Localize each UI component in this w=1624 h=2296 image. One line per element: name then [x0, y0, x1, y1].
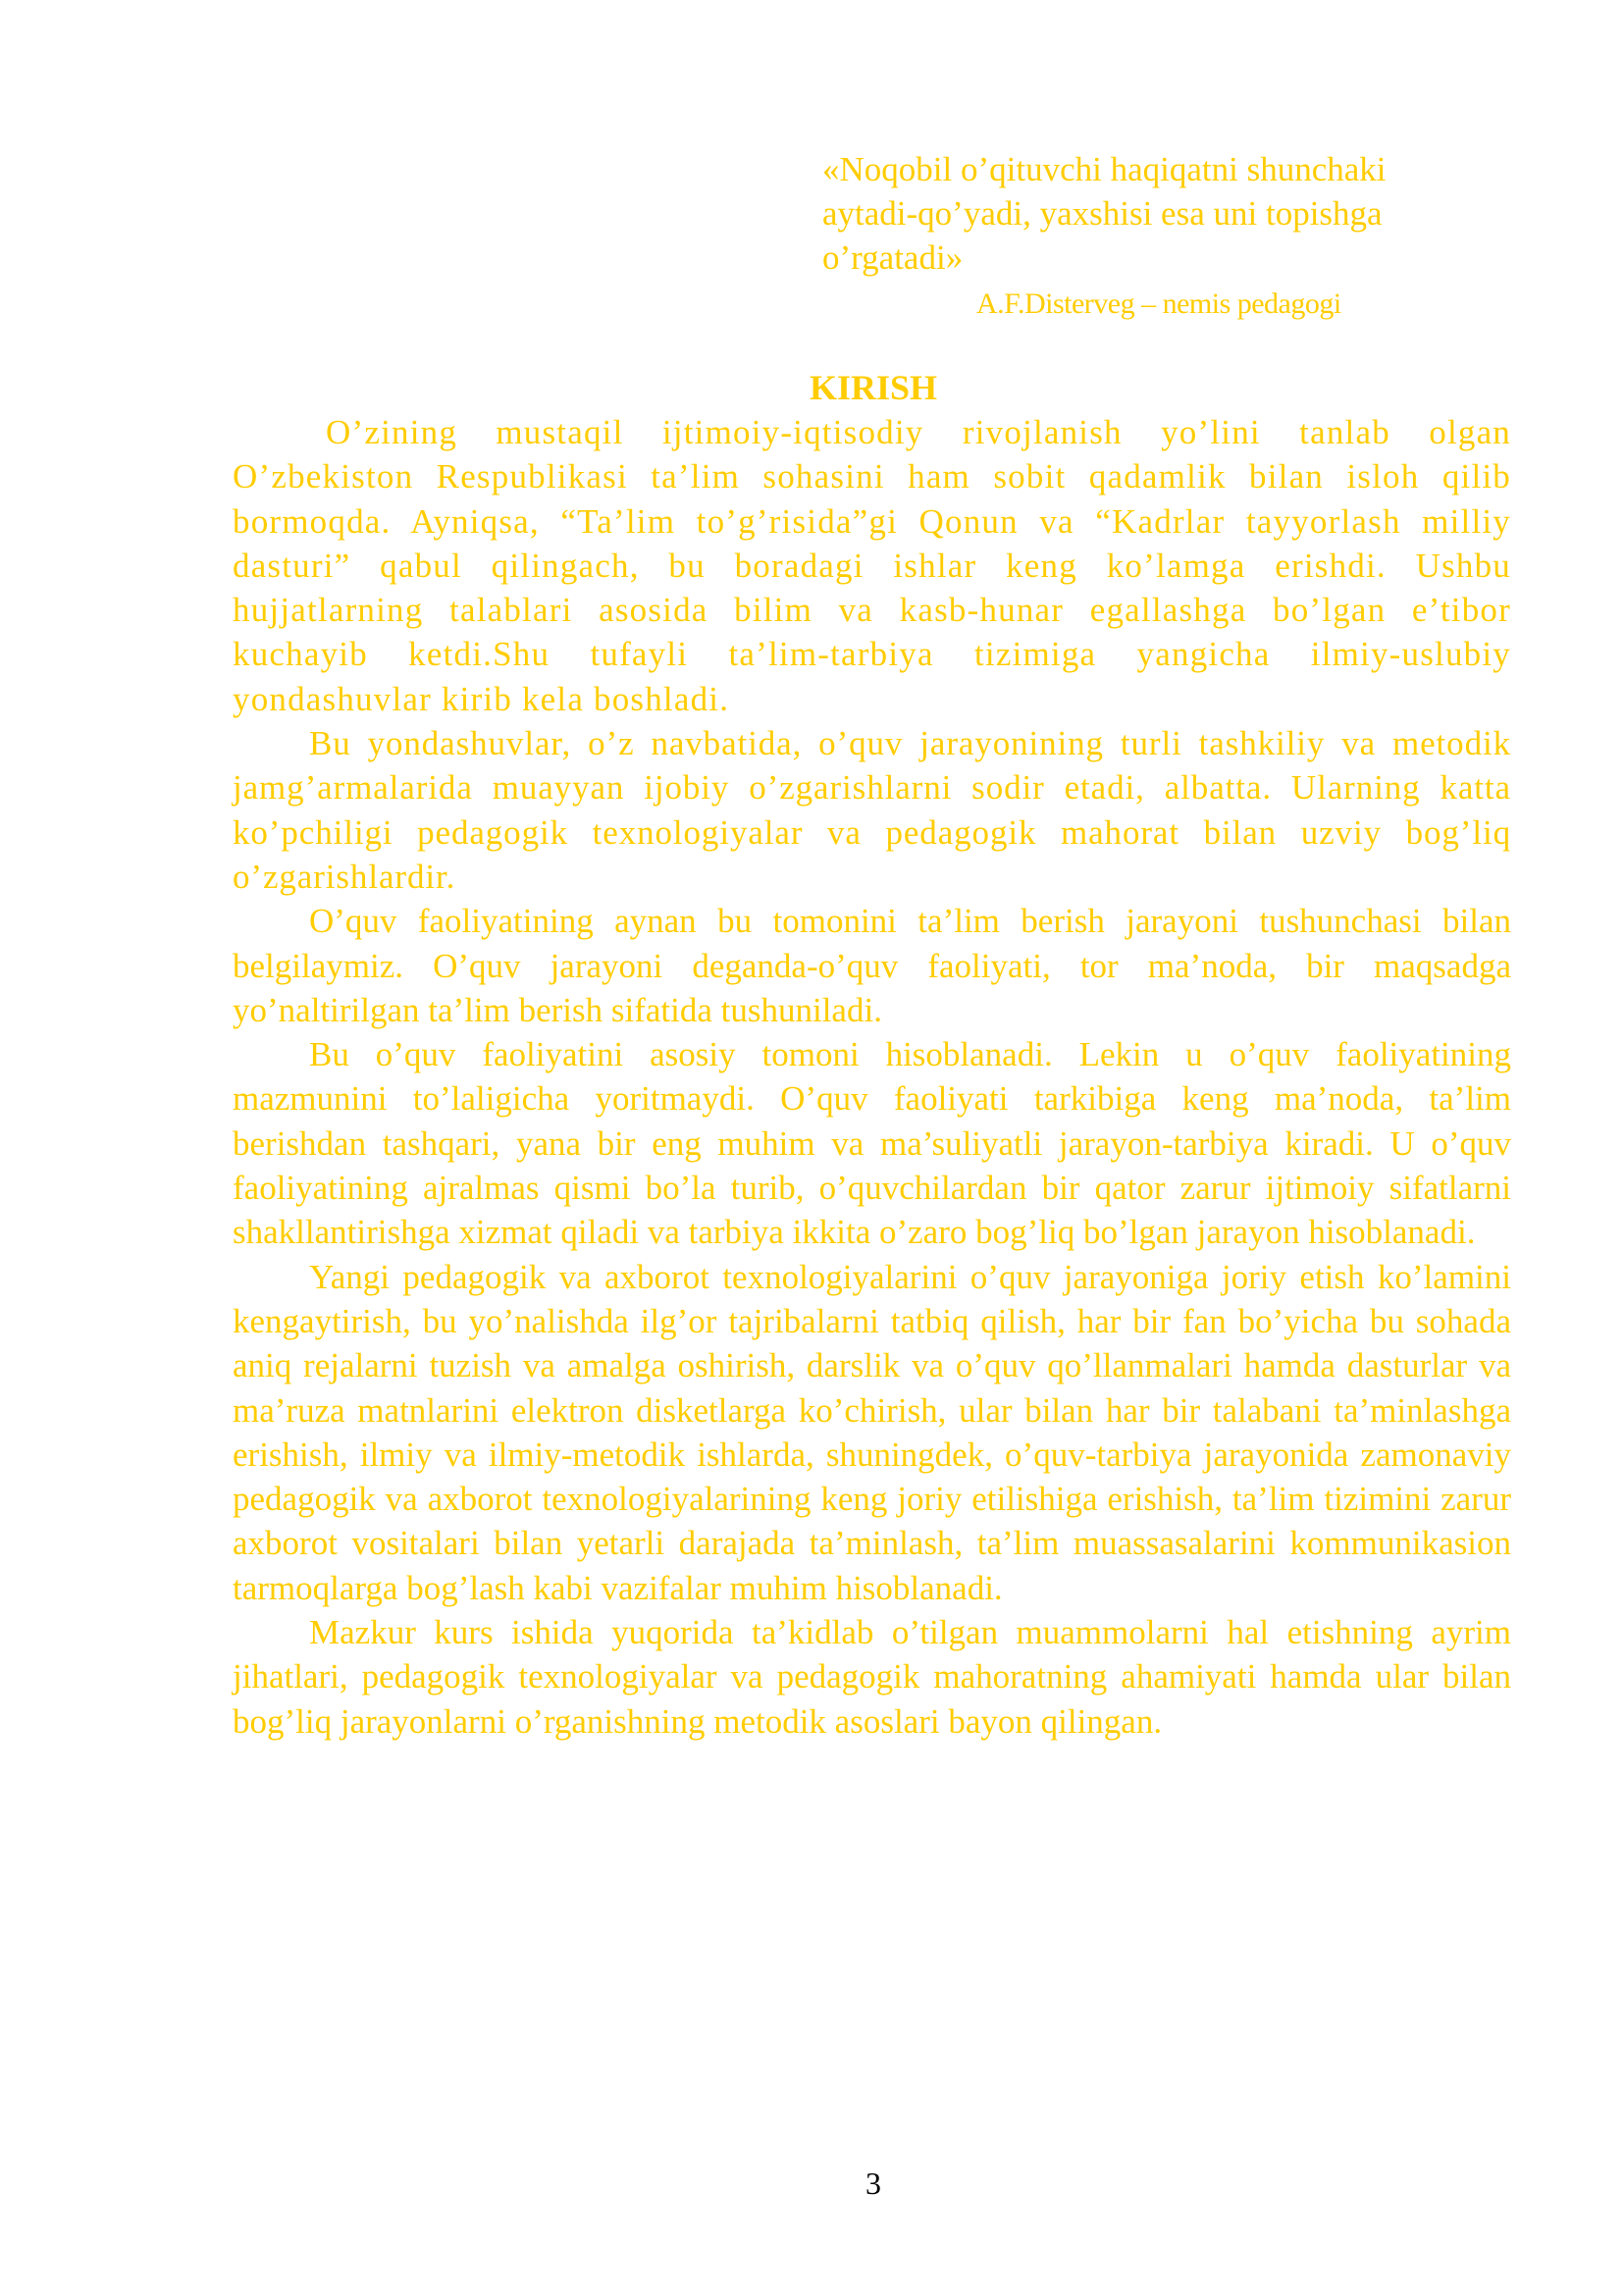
- paragraph: Mazkur kurs ishida yuqorida ta’kidlab o’tilgan muammolarni hal etishning ayrim jihatlari, pedagogik texnologiyalar va pedagogik mahoratning ahamiyati hamda ular bilan bog’liq jarayonlarni o’rganishning metodik asoslari bayon qilingan.: [233, 1613, 1511, 1741]
- paragraph: O’quv faoliyatining aynan bu tomonini ta’lim berish jarayoni tushunchasi bilan belgilaymiz. O’quv jarayoni deganda-o’quv faoliyati, tor ma’noda, bir maqsadga yo’naltirilgan ta’lim berish sifatida tushuniladi.: [233, 902, 1511, 1029]
- paragraph: Bu o’quv faoliyatini asosiy tomoni hisoblanadi. Lekin u o’quv faoliyatining mazmunini to’laligicha yoritmaydi. O’quv faoliyati tarkibiga keng ma’noda, ta’lim berishdan tashqari, yana bir eng muhim va ma’suliyatli jarayon-tarbiya kiradi. U o’quv faoliyatining ajralmas qismi bo’la turib, o’quvchilardan bir qator zarur ijtimoiy sifatlarni shakllantirishga xizmat qiladi va tarbiya ikkita o’zaro bog’liq bo’lgan jarayon hisoblanadi.: [233, 1035, 1511, 1252]
- page-number: 3: [865, 2166, 881, 2201]
- paragraph: O’zining mustaqil ijtimoiy-iqtisodiy rivojlanish yo’lini tanlab olgan O’zbekiston Respublikasi ta’lim sohasini ham sobit qadamlik bilan isloh qilib bormoqda. Ayniqsa, “Ta’lim to’g’risida”gi Qonun va “Kadrlar tayyorlash milliy dasturi” qabul qilingach, bu boradagi ishlar keng ko’lamga erishdi. Ushbu hujjatlarning talablari asosida bilim va kasb-hunar egallashga bo’lgan e’tibor kuchayib ketdi.Shu tufayli ta’lim-tarbiya tizimiga yangicha ilmiy-uslubiy yondashuvlar kirib kela boshladi.: [233, 413, 1511, 718]
- paragraph: Yangi pedagogik va axborot texnologiyalarini o’quv jarayoniga joriy etish ko’lamini kengaytirish, bu yo’nalishda ilg’or tajribalarni tatbiq qilish, har bir fan bo’yicha bu sohada aniq rejalarni tuzish va amalga oshirish, darslik va o’quv qo’llanmalari hamda dasturlar va ma’ruza matnlarini elektron disketlarga ko’chirish, ular bilan har bir talabani ta’minlashga erishish, ilmiy va ilmiy-metodik ishlarda, shuningdek, o’quv-tarbiya jarayonida zamonaviy pedagogik va axborot texnologiyalarining keng joriy etilishiga erishish, ta’lim tizimini zarur axborot vositalari bilan yetarli darajada ta’minlash, ta’lim muassasalarini kommunikasion tarmoqlarga bog’lash kabi vazifalar muhim hisoblanadi.: [233, 1257, 1511, 1607]
- epigraph-quote: «Noqobil o’qituvchi haqiqatni shunchaki aytadi-qo’yadi, yaxshisi esa uni topishga o’rgatadi»: [822, 150, 1387, 277]
- section-heading: KIRISH: [809, 368, 938, 407]
- epigraph-author: A.F.Disterveg – nemis pedagogi: [976, 287, 1341, 320]
- paragraph: Bu yondashuvlar, o’z navbatida, o’quv jarayonining turli tashkiliy va metodik jamg’armalarida muayyan ijobiy o’zgarishlarni sodir etadi, albatta. Ularning katta ko’pchiligi pedagogik texnologiyalar va pedagogik mahorat bilan uzviy bog’liq o’zgarishlardir.: [233, 724, 1511, 896]
- body-text: [233, 410, 1511, 1744]
